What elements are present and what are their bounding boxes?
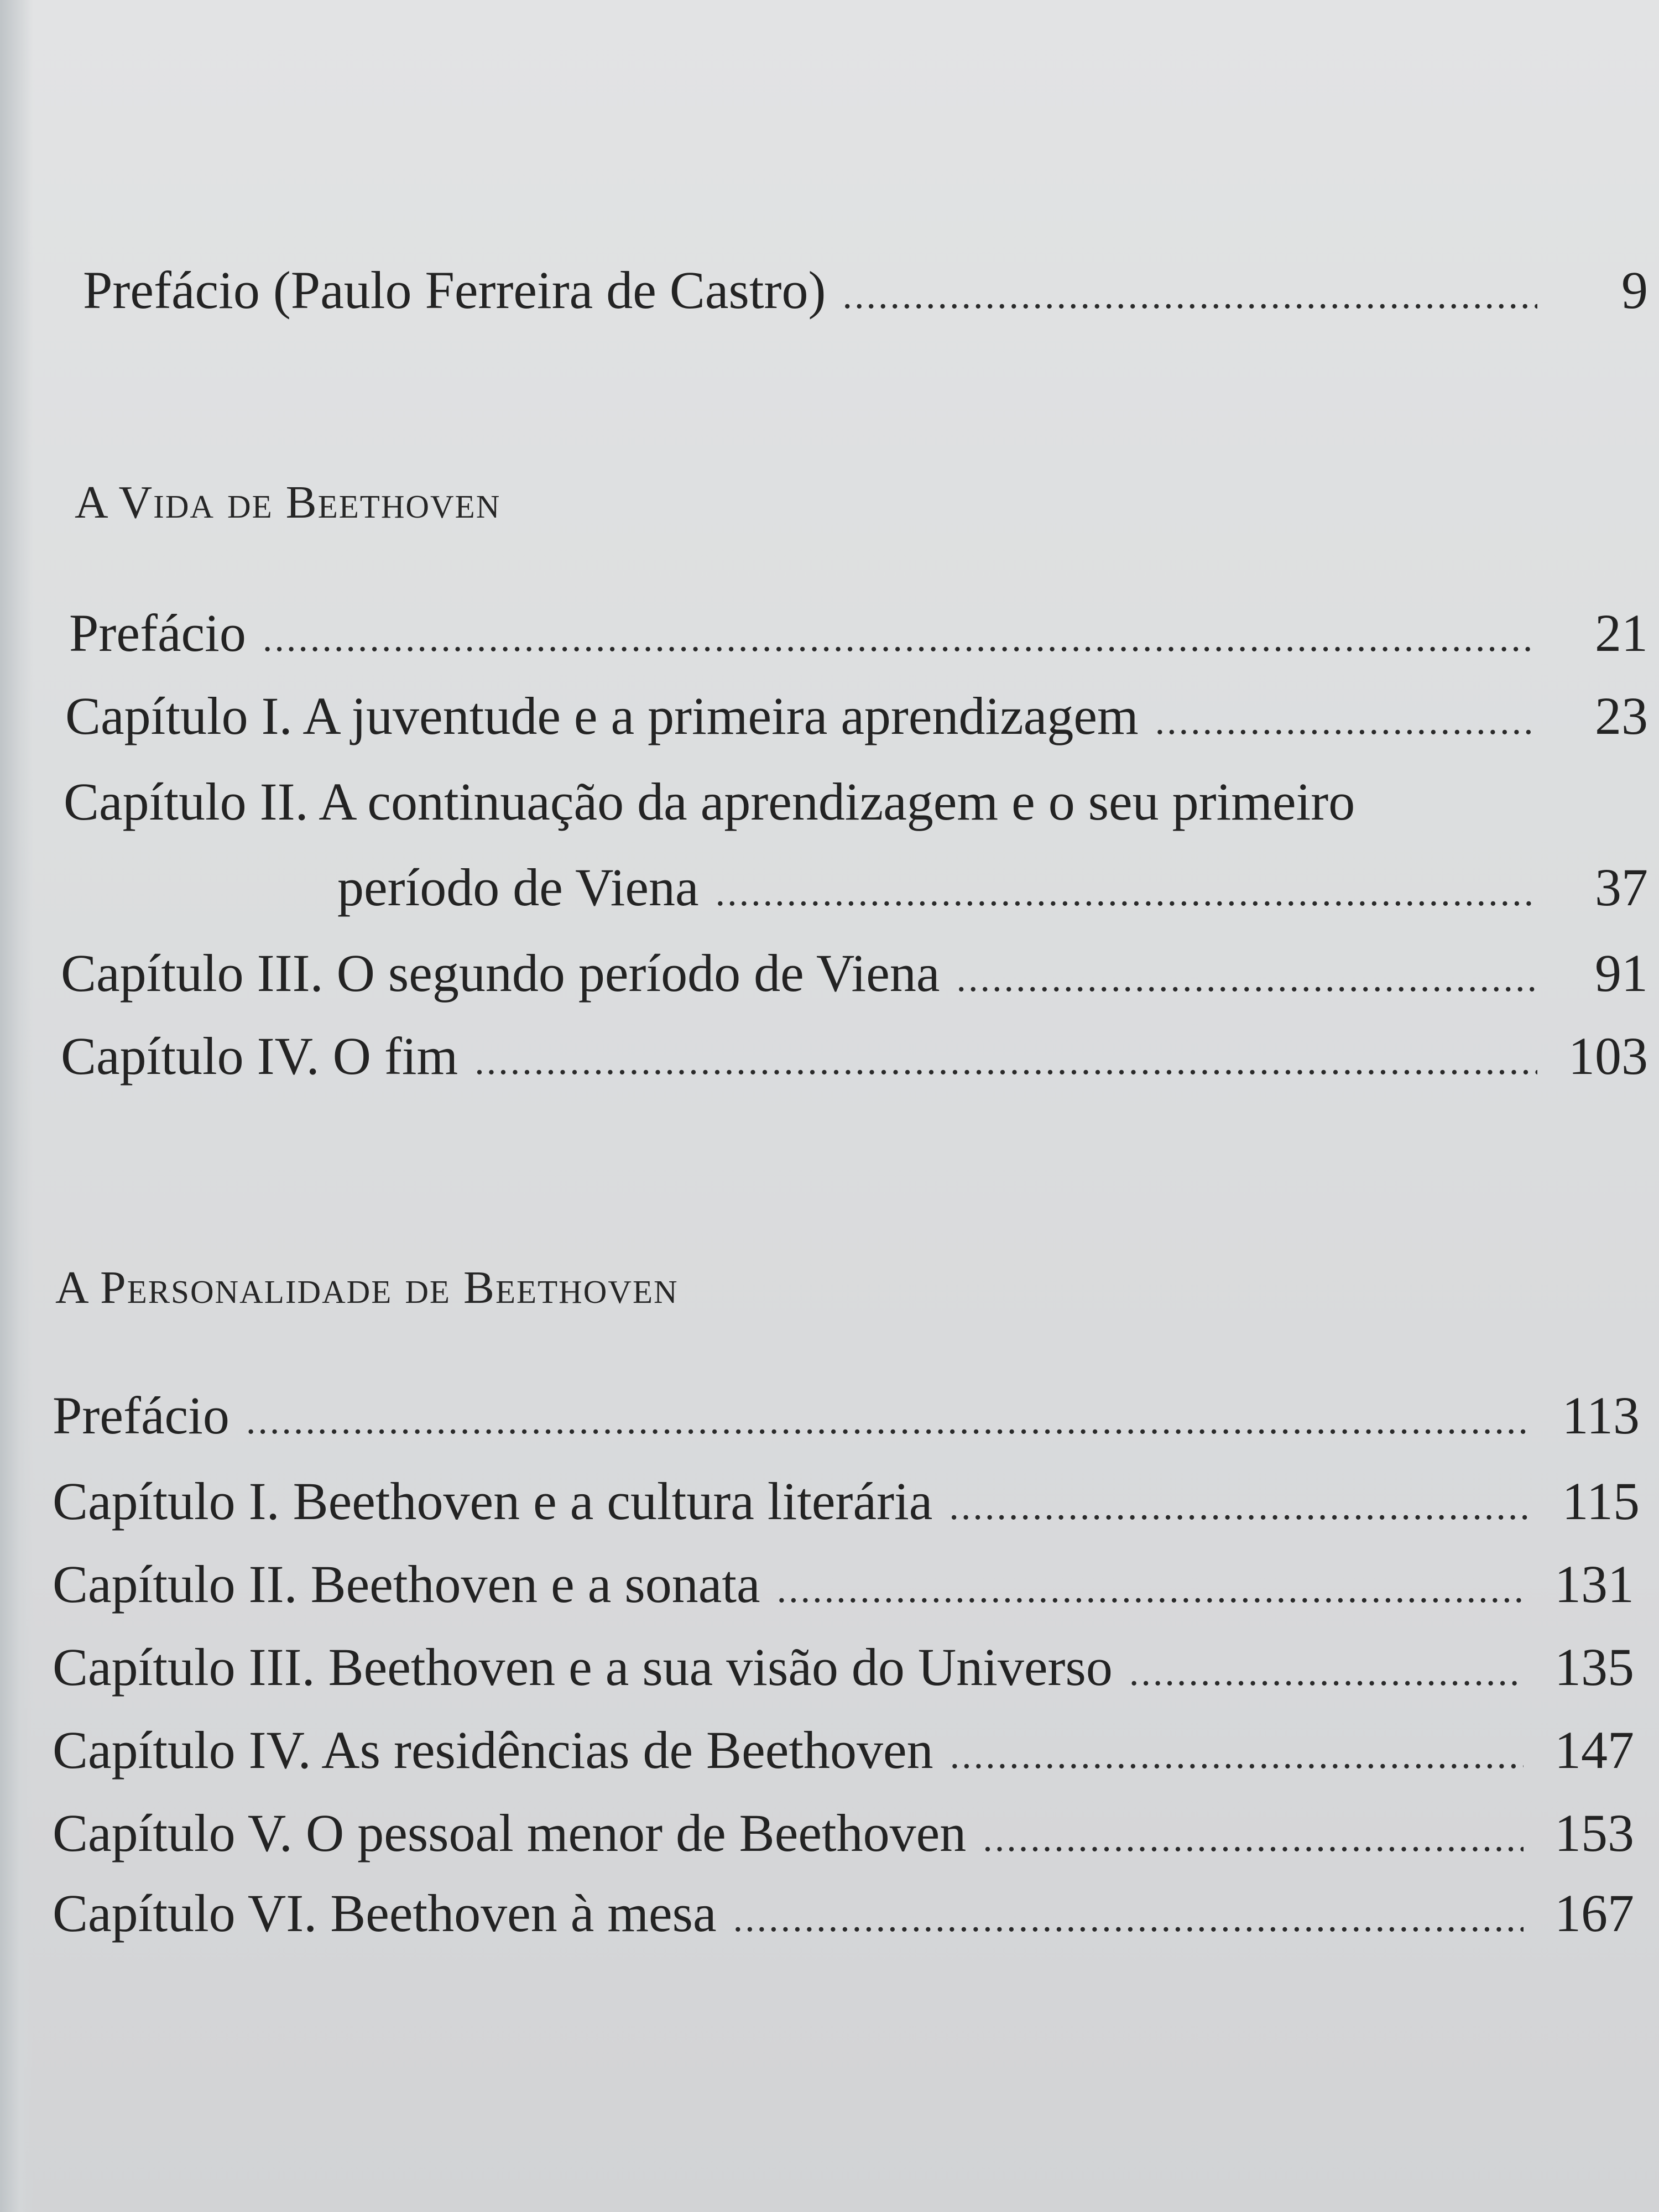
section-heading-vida: A Vida de Beethoven: [75, 477, 501, 528]
toc-entry-page: 37: [1595, 858, 1648, 917]
dot-leader: [983, 1808, 1524, 1869]
toc-entry-label: Capítulo I. Beethoven e a cultura literária: [53, 1472, 933, 1531]
toc-entry-vida-cap4: [61, 1026, 1648, 1092]
toc-entry-page: 21: [1595, 603, 1648, 662]
dot-leader: [716, 863, 1537, 924]
toc-entry-page: 167: [1554, 1884, 1634, 1943]
dot-leader: [246, 1391, 1529, 1452]
toc-entry-pers-prefacio: [53, 1385, 1640, 1452]
toc-entry-page: 91: [1595, 943, 1648, 1003]
toc-entry-page: 103: [1568, 1026, 1648, 1086]
dot-leader: [777, 1559, 1524, 1620]
toc-entry-label: Capítulo III. O segundo período de Viena: [61, 943, 940, 1003]
toc-entry-preface-castro: [83, 260, 1648, 326]
toc-entry-label: Capítulo I. A juventude e a primeira aprendizagem: [65, 686, 1139, 745]
toc-entry-label: Capítulo V. O pessoal menor de Beethoven: [53, 1803, 967, 1863]
toc-entry-label: Prefácio: [69, 603, 246, 662]
toc-entry-page: 9: [1621, 260, 1648, 320]
dot-leader: [956, 948, 1537, 1009]
toc-entry-vida-cap2-line1: Capítulo II. A continuação da aprendizagem e o seu primeiro: [64, 772, 1355, 831]
toc-entry-pers-cap6: [53, 1883, 1634, 1949]
toc-entry-vida-cap2: [337, 857, 1648, 924]
toc-entry-vida-prefacio: [69, 603, 1648, 669]
toc-entry-vida-cap1: [65, 686, 1648, 752]
dot-leader: [474, 1031, 1537, 1092]
toc-entry-label: Prefácio (Paulo Ferreira de Castro): [83, 260, 826, 320]
toc-entry-pers-cap1: [53, 1471, 1640, 1537]
dot-leader: [1129, 1642, 1524, 1703]
dot-leader: [950, 1725, 1524, 1786]
toc-entry-pers-cap4: [53, 1720, 1634, 1786]
toc-entry-pers-cap5: [53, 1803, 1634, 1869]
toc-entry-label: Capítulo III. Beethoven e a sua visão do Universo: [53, 1637, 1113, 1697]
toc-entry-page: 147: [1554, 1720, 1634, 1780]
toc-entry-vida-cap3: [61, 943, 1648, 1009]
section-heading-personalidade: A Personalidade de Beethoven: [55, 1262, 679, 1313]
dot-leader: [949, 1477, 1529, 1537]
toc-entry-label: Capítulo VI. Beethoven à mesa: [53, 1884, 717, 1943]
dot-leader: [1155, 691, 1537, 752]
dot-leader: [842, 265, 1537, 326]
toc-entry-page: 23: [1595, 686, 1648, 745]
toc-entry-label: Capítulo IV. As residências de Beethoven: [53, 1720, 933, 1780]
toc-entry-label: Capítulo II. Beethoven e a sonata: [53, 1554, 760, 1614]
dot-leader: [263, 608, 1537, 669]
toc-entry-label: período de Viena: [337, 858, 699, 917]
toc-entry-page: 115: [1562, 1472, 1640, 1531]
toc-entry-pers-cap2: [53, 1554, 1634, 1620]
toc-entry-pers-cap3: [53, 1637, 1634, 1703]
toc-entry-label: Capítulo IV. O fim: [61, 1026, 458, 1086]
toc-entry-page: 131: [1554, 1554, 1634, 1614]
toc-entry-page: 113: [1562, 1386, 1640, 1445]
toc-entry-label: Prefácio: [53, 1386, 229, 1445]
toc-entry-page: 153: [1554, 1803, 1634, 1863]
toc-entry-page: 135: [1554, 1637, 1634, 1697]
dot-leader: [733, 1888, 1524, 1949]
